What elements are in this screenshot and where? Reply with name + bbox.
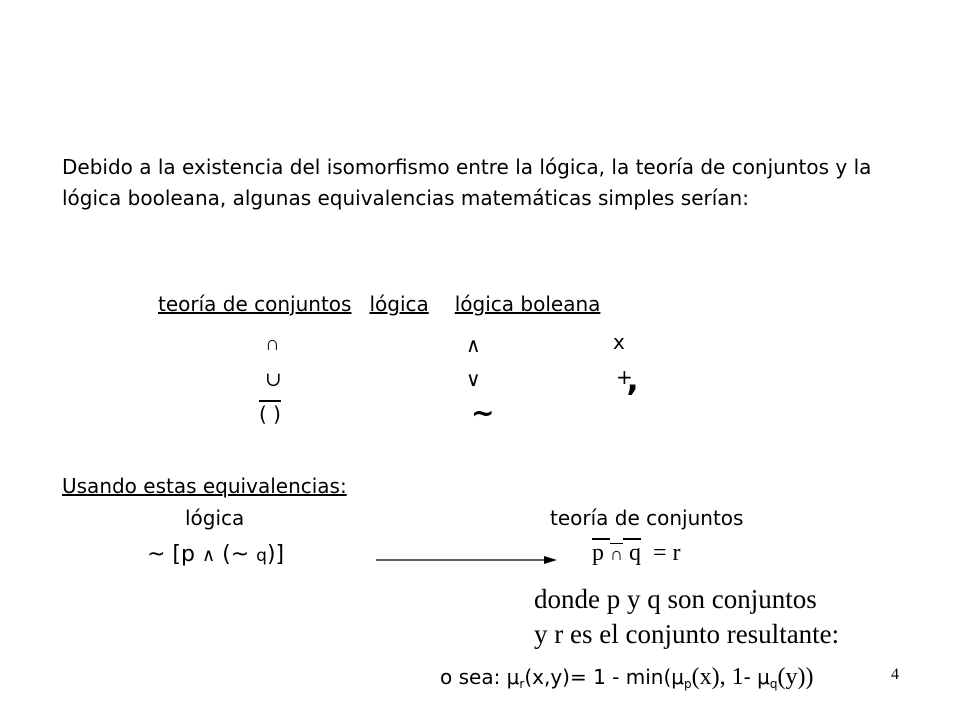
- usage-heading: Usando estas equivalencias:: [62, 474, 347, 498]
- logic-expr-part-c: )]: [266, 542, 285, 567]
- set-expr-equals: = r: [653, 540, 681, 566]
- prime-symbol: ’: [626, 378, 639, 418]
- set-intersection-op: ∩: [610, 544, 623, 564]
- formula-sub-r: r: [519, 677, 525, 691]
- header-set-theory: teoría de conjuntos: [158, 292, 352, 316]
- logic-expression: [147, 542, 284, 567]
- formula-sub-p: p: [684, 677, 692, 691]
- formula-dash: - μ: [743, 665, 770, 689]
- column-sets-label: teoría de conjuntos: [550, 506, 744, 530]
- header-underline-row: [158, 292, 600, 316]
- logic-expr-part-a: ~ [p: [147, 542, 202, 567]
- set-expression: [592, 540, 681, 567]
- set-expr-p: $\overline{p}$: [592, 540, 604, 566]
- times-symbol: x: [613, 330, 625, 354]
- formula-lead: o sea: μ: [440, 665, 520, 689]
- formula-px: (x), 1: [691, 664, 744, 690]
- header-logic: lógica: [369, 292, 429, 316]
- negation-symbol: ~: [471, 396, 495, 429]
- formula-tail: (y)): [777, 664, 814, 690]
- arrow-icon: [376, 553, 558, 567]
- and-symbol: ∧: [466, 335, 481, 357]
- header-boolean: lógica boleana: [454, 292, 601, 316]
- union-symbol: ∪: [265, 369, 282, 391]
- intersection-symbol: ∩: [265, 333, 280, 355]
- column-logic-label: lógica: [185, 506, 245, 530]
- plus-symbol: +: [616, 365, 633, 389]
- membership-formula: [440, 664, 814, 691]
- where-line-2: y r es el conjunto resultante:: [534, 619, 840, 649]
- formula-sub-q: q: [769, 677, 778, 691]
- logic-expr-part-b: (~: [215, 542, 257, 567]
- or-symbol: ∨: [466, 369, 481, 391]
- logic-and-op: ∧: [201, 545, 216, 565]
- set-expr-q: $\overline{q}$: [629, 540, 641, 566]
- where-line-1: donde p y q son conjuntos: [534, 584, 817, 614]
- logic-expr-q: q: [256, 546, 267, 566]
- complement-symbol: ( ): [259, 402, 281, 426]
- intro-paragraph: Debido a la existencia del isomorfismo entre la lógica, la teoría de conjuntos y la lógica booleana, algunas equivalencias matemáticas simples serían:: [62, 155, 872, 210]
- page-number: 4: [891, 666, 899, 683]
- formula-mid: (x,y)= 1 - min(μ: [524, 665, 684, 689]
